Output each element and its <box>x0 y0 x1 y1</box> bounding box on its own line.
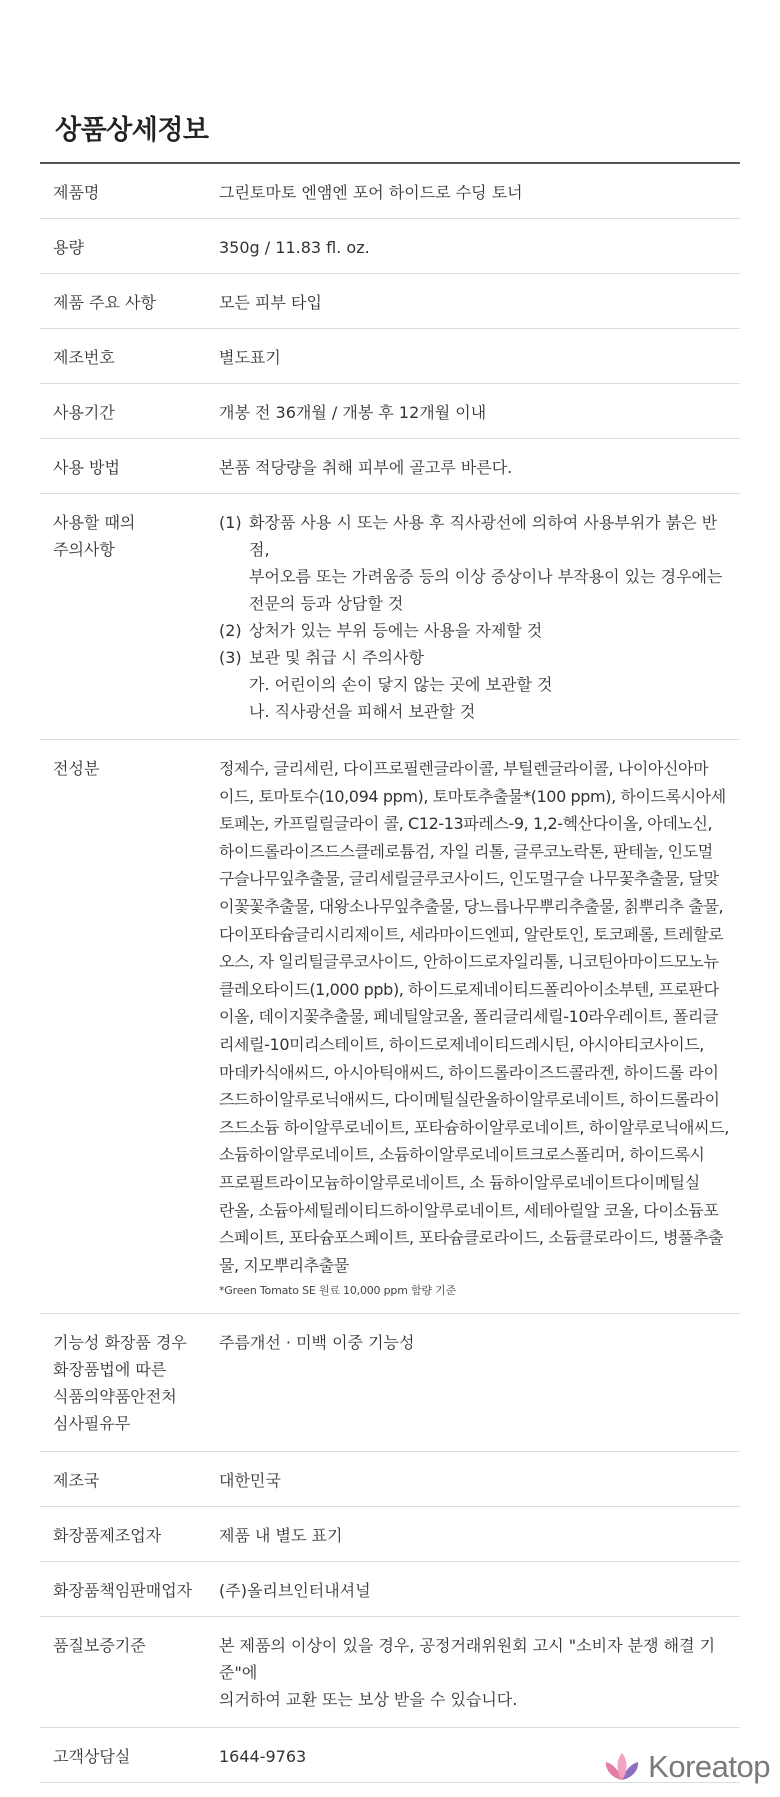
ingredients-line: 리세릴-10미리스테이트, 하이드로제네이티드레시틴, 아시아티코사이드, <box>219 1034 704 1054</box>
row-value: 모든 피부 타입 <box>219 293 322 312</box>
row-label: 고객상담실 <box>53 1747 131 1767</box>
row-label: 사용 방법 <box>53 458 120 477</box>
row-value: 350g / 11.83 fl. oz. <box>219 238 370 257</box>
caution-number: (3) <box>219 648 242 667</box>
row-value: 그린토마토 엔앰엔 포어 하이드로 수딩 토너 <box>219 183 523 202</box>
table-row <box>40 1314 740 1452</box>
caution-number: (2) <box>219 621 242 640</box>
caution-item <box>219 617 736 644</box>
caution-sublist <box>219 671 736 725</box>
row-label: 화장품책임판매업자 <box>53 1581 193 1601</box>
row-value: 별도표기 <box>219 348 281 367</box>
ingredients-value <box>219 755 740 1299</box>
ingredients-line: 즈드소듐 하이알루로네이트, 포타슘하이알루로네이트, 하이알루로닉애씨드, <box>219 1117 729 1137</box>
row-value: 개봉 전 36개월 / 개봉 후 12개월 이내 <box>219 403 487 422</box>
ingredients-line: 토페논, 카프릴릴글라이 콜, C12-13파레스-9, 1,2-헥산다이올, 아데노신, <box>219 814 713 834</box>
ingredients-line: 소듐하이알루로네이트, 소듐하이알루로네이트크로스폴리머, 하이드록시 <box>219 1145 705 1165</box>
ingredients-line: 스페이트, 포타슘포스페이트, 포타슘클로라이드, 소듐클로라이드, 병풀추출 <box>219 1228 724 1248</box>
ingredients-line: 프로필트라이모늄하이알루로네이트, 소 듐하이알루로네이트다이메틸실 <box>219 1172 700 1192</box>
caution-number: (1) <box>219 513 242 532</box>
brand-watermark <box>602 1749 770 1785</box>
caution-line: 상처가 있는 부위 등에는 사용을 자제할 것 <box>249 621 543 640</box>
ingredients-line: 오스, 자 일리틸글루코사이드, 안하이드로자일리톨, 니코틴아마이드모노뉴 <box>219 952 719 972</box>
ingredients-line: 하이드롤라이즈드스클레로튬검, 자일 리톨, 글루코노락톤, 판테놀, 인도멀 <box>219 841 713 861</box>
ingredients-line: 이올, 데이지꽃추출물, 페네틸알코올, 폴리글리세릴-10라우레이트, 폴리글 <box>219 1007 719 1027</box>
caution-subitem: 나. 직사광선을 피해서 보관할 것 <box>249 702 476 721</box>
row-label: 사용할 때의 주의사항 <box>53 513 136 559</box>
ingredients-line: 정제수, 글리세린, 다이프로필렌글라이콜, 부틸렌글라이콜, 나이아신아마 <box>219 759 709 778</box>
row-value: 본품 적당량을 취해 피부에 골고루 바른다. <box>219 458 513 477</box>
row-label: 제조국 <box>53 1471 100 1491</box>
caution-line: 보관 및 취급 시 주의사항 <box>249 648 424 667</box>
row-label: 화장품제조업자 <box>53 1526 162 1546</box>
row-label: 사용기간 <box>53 403 115 422</box>
row-value: 1644-9763 <box>219 1747 307 1767</box>
ingredients-line: 즈드하이알루로닉애씨드, 다이메틸실란올하이알루로네이트, 하이드롤라이 <box>219 1090 720 1110</box>
product-info-table <box>40 162 740 1783</box>
row-label: 기능성 화장품 경우 화장품법에 따른 식품의약품안전처 심사필유무 <box>53 1333 187 1434</box>
ingredients-line: 이드, 토마토수(10,094 ppm), 토마토추출물*(100 ppm), 하이드록시아세 <box>219 786 726 806</box>
row-label: 제품명 <box>53 183 100 202</box>
table-row <box>40 274 740 329</box>
ingredients-line: 이꽃꽃추출물, 대왕소나무잎추출물, 당느릅나무뿌리추출물, 칡뿌리추 출물, <box>219 896 724 916</box>
caution-item <box>219 644 736 671</box>
table-row <box>40 1507 740 1562</box>
row-value: 대한민국 <box>219 1471 281 1491</box>
ingredients-line: 구슬나무잎추출물, 글리세릴글루코사이드, 인도멀구슬 나무꽃추출물, 달맞 <box>219 869 719 889</box>
ingredients-text <box>219 755 736 1279</box>
ingredients-footnote: *Green Tomato SE 원료 10,000 ppm 함량 기준 <box>219 1284 457 1298</box>
caution-line: 화장품 사용 시 또는 사용 후 직사광선에 의하여 사용부위가 붉은 반점, <box>249 513 718 559</box>
lotus-icon <box>602 1750 642 1784</box>
table-row <box>40 384 740 439</box>
ingredients-line: 마데카식애씨드, 아시아틱애씨드, 하이드롤라이즈드콜라겐, 하이드롤 라이 <box>219 1062 719 1082</box>
caution-line: 전문의 등과 상담할 것 <box>249 594 404 613</box>
row-label: 제조번호 <box>53 348 115 367</box>
cautions-list <box>219 509 740 725</box>
quality-line: 의거하여 교환 또는 보상 받을 수 있습니다. <box>219 1690 518 1710</box>
ingredients-line: 란올, 소듐아세틸레이티드하이알루로네이트, 세테아릴알 코올, 다이소듐포 <box>219 1200 719 1220</box>
table-row <box>40 164 740 219</box>
ingredients-line: 다이포타슘글리시리제이트, 세라마이드엔피, 알란토인, 토코페롤, 트레할로 <box>219 924 724 944</box>
table-row <box>40 1452 740 1507</box>
table-row <box>40 329 740 384</box>
row-label: 용량 <box>53 238 84 257</box>
caution-item <box>219 509 736 617</box>
brand-name: Koreatop <box>648 1749 770 1784</box>
row-value: 제품 내 별도 표기 <box>219 1526 343 1546</box>
page-title: 상품상세정보 <box>55 115 209 146</box>
table-row <box>40 740 740 1314</box>
quality-line: 본 제품의 이상이 있을 경우, 공정거래위원회 고시 "소비자 분쟁 해결 기준"에 <box>219 1636 716 1683</box>
caution-line: 부어오름 또는 가려움증 등의 이상 증상이나 부작용이 있는 경우에는 <box>249 567 723 586</box>
row-value <box>219 1632 740 1713</box>
ingredients-line: 클레오타이드(1,000 ppb), 하이드로제네이티드폴리아이소부텐, 프로판다 <box>219 979 719 999</box>
row-label: 전성분 <box>53 759 100 778</box>
row-value: (주)올리브인터내셔널 <box>219 1581 371 1601</box>
table-row <box>40 1617 740 1728</box>
row-label: 제품 주요 사항 <box>53 293 156 312</box>
table-row <box>40 219 740 274</box>
table-row <box>40 494 740 740</box>
table-row <box>40 1562 740 1617</box>
ingredients-line: 물, 지모뿌리추출물 <box>219 1255 349 1275</box>
row-value: 주름개선 · 미백 이중 기능성 <box>219 1333 415 1353</box>
caution-subitem: 가. 어린이의 손이 닿지 않는 곳에 보관할 것 <box>249 675 553 694</box>
row-label: 품질보증기준 <box>53 1636 146 1656</box>
table-row <box>40 439 740 494</box>
